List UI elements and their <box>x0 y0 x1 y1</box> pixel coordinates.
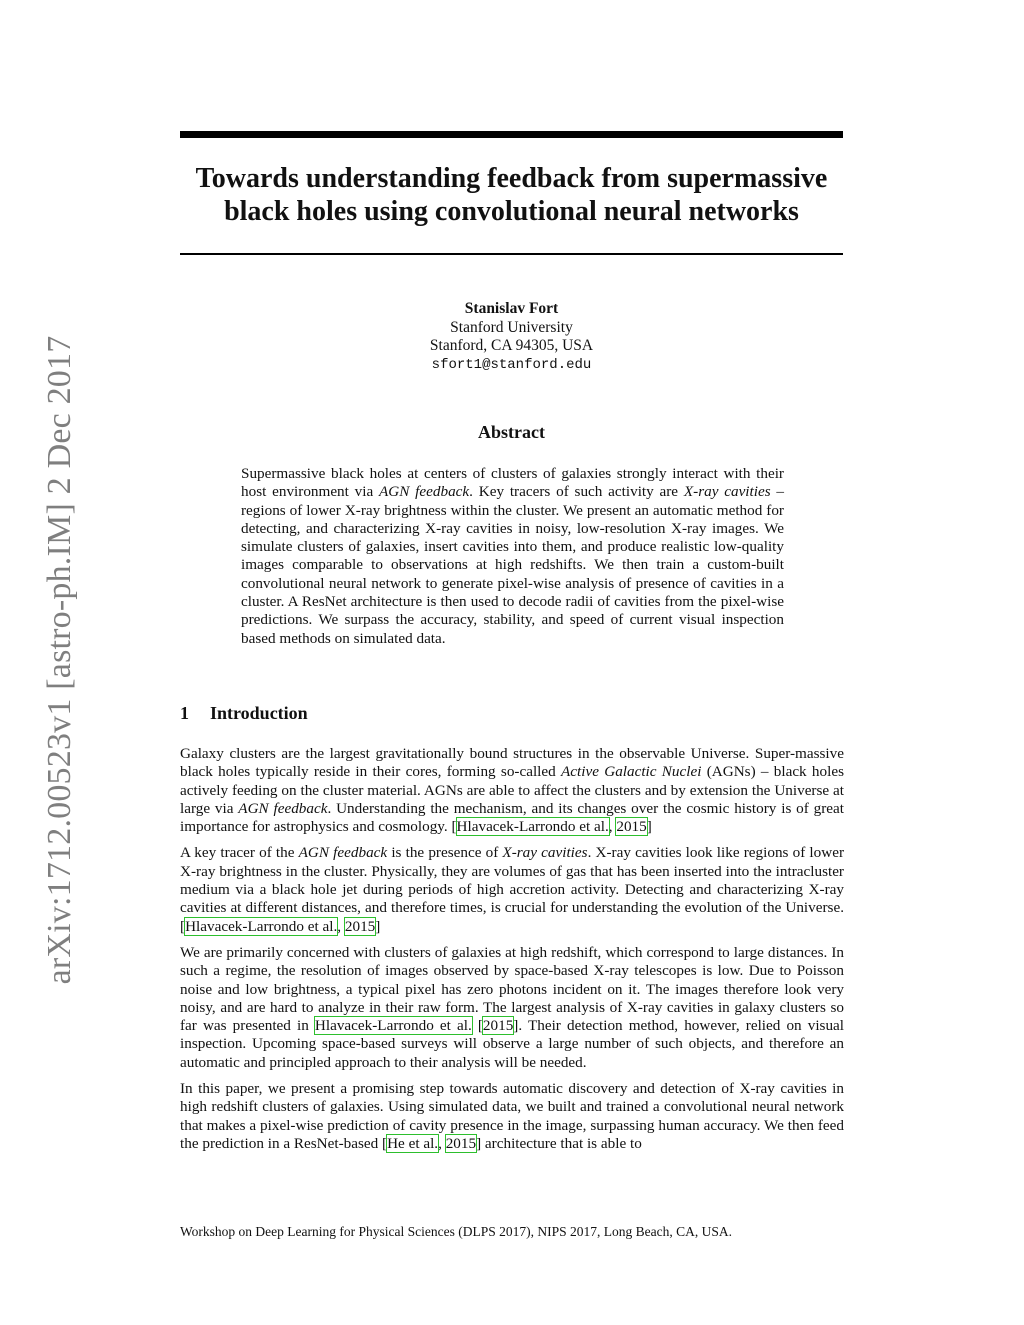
intro-p2-text-1: A key tracer of the <box>180 844 299 862</box>
intro-paragraph-1 <box>180 745 844 836</box>
intro-p4-text-1: In this paper, we present a promising step towards automatic discovery and detection of X-ray cavities in high redshift clusters of galaxies. Using simulated data, we built and trained a convolutional neural network that makes a pixel-wise prediction of cavity presence in the image, surpassing human accuracy. We then feed the prediction in a ResNet-based [ <box>180 1080 844 1152</box>
abstract-emphasis-x-ray-cavities: X-ray cavities <box>683 483 771 501</box>
arxiv-identifier-stamp: arXiv:1712.00523v1 [astro-ph.IM] 2 Dec 2017 <box>41 335 78 985</box>
citation-link-year[interactable]: 2015 <box>616 818 647 836</box>
intro-p4-text-3: ] architecture that is able to <box>476 1134 642 1152</box>
citation-link-year[interactable]: 2015 <box>445 1134 477 1152</box>
title-line-2: black holes using convolutional neural networks <box>224 196 799 227</box>
intro-p4-text-2: , <box>438 1134 446 1152</box>
title-line-1: Towards understanding feedback from supermassive <box>195 163 828 194</box>
intro-p2-text-4: , <box>337 917 345 935</box>
intro-paragraph-3 <box>180 944 844 1072</box>
abstract-emphasis-agn-feedback: AGN feedback <box>379 483 470 501</box>
citation-link-author[interactable]: Hlavacek-Larrondo et al. <box>456 818 609 836</box>
citation-link-year[interactable]: 2015 <box>482 1017 514 1035</box>
intro-p3-text-1: We are primarily concerned with clusters of galaxies at high redshift, which correspond to large distances. In such a regime, the resolution of images observed by space-based X-ray telescopes is low. Due to Poisson noise and low brightness, a typical pixel has zero photons incident on it. The images therefore look very noisy, and are hard to analyze in their raw form. The largest analysis of X-ray cavities in galaxy clusters so far was presented in <box>180 943 844 1035</box>
intro-paragraph-4 <box>180 1080 844 1153</box>
author-name: Stanislav Fort <box>464 300 559 317</box>
author-block <box>180 300 843 374</box>
intro-paragraph-2 <box>180 844 844 935</box>
abstract-body <box>241 465 784 648</box>
intro-p1-text-3: . Understanding the mechanism, and its changes over the cosmic history is of great importance for astrophysics and cosmology. [ <box>180 799 845 836</box>
section-title: Introduction <box>210 703 308 723</box>
citation-link-year[interactable]: 2015 <box>344 917 376 935</box>
intro-p2-text-3: . X-ray cavities look like regions of lower X-ray brightness in the cluster. Physically, they are volumes of gas that has been inserted into the intracluster medium via a black hole jet during periods of high accretion activity. Detecting and characterizing X-ray cavities at different distances, and therefore times, is crucial for understanding the evolution of the Universe. [ <box>180 844 845 935</box>
author-email[interactable]: sfort1@stanford.edu <box>431 356 592 373</box>
abstract-text-2: . Key tracers of such activity are <box>469 483 684 501</box>
paper-title <box>180 162 843 228</box>
intro-p1-text-2: (AGNs) – black holes actively feeding on the cluster material. AGNs are able to affect the clusters and by extension the Universe at large via <box>180 763 844 817</box>
title-bottom-rule <box>180 253 843 255</box>
intro-p1-text-4: , <box>608 818 617 836</box>
intro-p2-emphasis-2: X-ray cavities <box>502 844 588 862</box>
abstract-text-3: – regions of lower X-ray brightness within the cluster. We present an automatic method for detecting, and characterizing X-ray cavities in noisy, low-resolution X-ray images. We simulate clusters of galaxies, insert cavities into them, and produce realistic low-quality images comparable to observations at high redshifts. We then train a custom-built convolutional neural network to generate pixel-wise analysis of presence of cavities in a cluster. A ResNet architecture is then used to decode radii of cavities from the pixel-wise predictions. We surpass the accuracy, stability, and speed of current visual inspection based methods on simulated data. <box>241 483 785 647</box>
abstract-text-1: Supermassive black holes at centers of clusters of galaxies strongly interact with their host environment via <box>241 465 784 501</box>
citation-link-author[interactable]: Hlavacek-Larrondo et al. <box>314 1017 472 1035</box>
intro-p1-text-5: ] <box>646 818 652 836</box>
intro-p2-text-5: ] <box>375 917 381 935</box>
title-top-rule <box>180 131 843 138</box>
author-affiliation: Stanford University <box>450 318 573 336</box>
venue-footnote: Workshop on Deep Learning for Physical Sciences (DLPS 2017), NIPS 2017, Long Beach, CA, USA. <box>180 1224 732 1239</box>
section-heading-introduction <box>180 703 308 724</box>
intro-p3-text-3: ]. Their detection method, however, relied on visual inspection. Upcoming space-based surveys will observe a large number of such objects, and therefore an automatic and principled approach to their analysis will be needed. <box>180 1017 845 1071</box>
introduction-body <box>180 745 844 1161</box>
abstract-heading: Abstract <box>478 422 545 442</box>
section-number: 1 <box>180 703 189 723</box>
intro-p2-emphasis-1: AGN feedback <box>298 844 388 862</box>
intro-p1-emphasis-1: Active Galactic Nuclei <box>561 763 702 781</box>
intro-p1-emphasis-2: AGN feedback <box>238 799 328 817</box>
citation-link-author[interactable]: Hlavacek-Larrondo et al. <box>185 917 338 935</box>
intro-p3-text-2: [ <box>471 1017 483 1035</box>
intro-p2-text-2: is the presence of <box>387 844 503 862</box>
author-address: Stanford, CA 94305, USA <box>429 337 594 354</box>
citation-link-author[interactable]: He et al. <box>387 1134 439 1152</box>
intro-p1-text-1: Galaxy clusters are the largest gravitationally bound structures in the observable Universe. Super-massive black holes typically reside in their cores, forming so-called <box>180 745 844 781</box>
